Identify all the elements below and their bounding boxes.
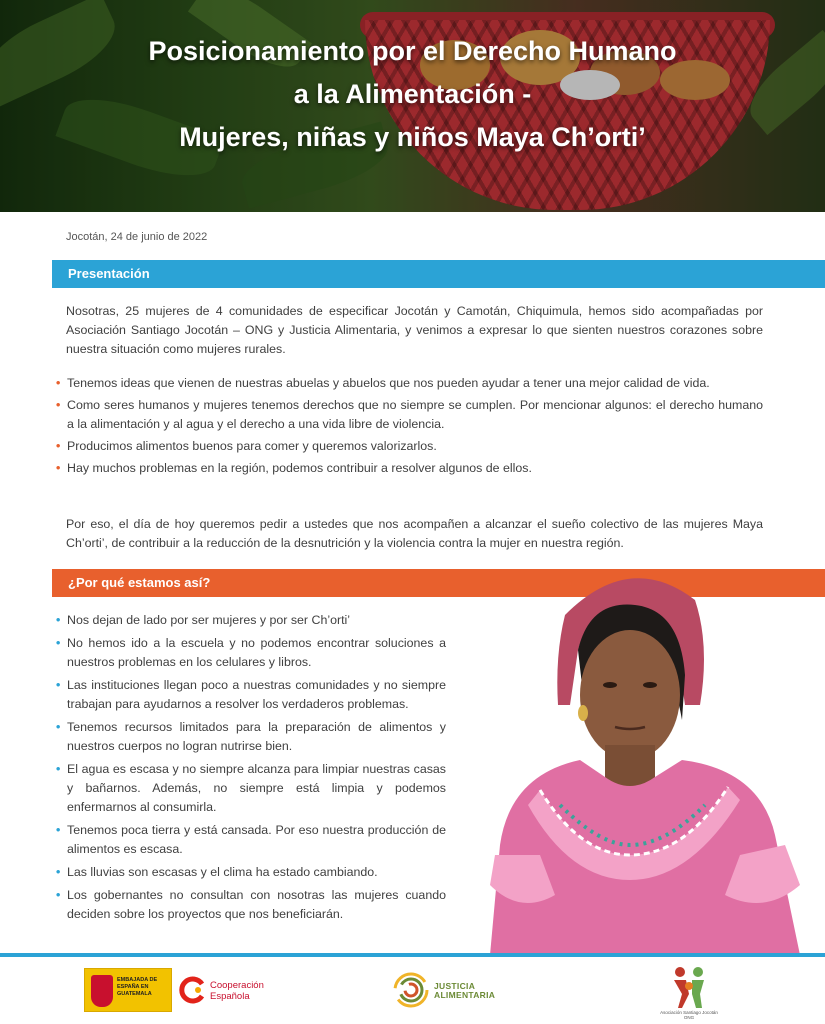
- list-item: • Producimos alimentos buenos para comer y queremos valorizarlos.: [56, 437, 763, 456]
- bullet-icon: •: [56, 376, 61, 390]
- justicia-icon: [392, 971, 430, 1009]
- title-line: Mujeres, niñas y niños Maya Ch’orti’: [179, 122, 646, 152]
- title-line: a la Alimentación -: [293, 79, 532, 109]
- coat-of-arms-icon: [91, 975, 113, 1007]
- list-item: • Tenemos ideas que vienen de nuestras abuelas y abuelos que nos pueden ayudar a tener una mejor calidad de vida.: [56, 374, 763, 393]
- bullet-icon: •: [56, 439, 61, 453]
- hero-banner: [0, 0, 825, 212]
- bullet-icon: •: [56, 888, 61, 902]
- face: [580, 630, 680, 760]
- bullet-icon: •: [56, 398, 61, 412]
- cooperacion-icon: [178, 976, 206, 1004]
- earring: [578, 705, 588, 721]
- why-list: [56, 611, 446, 928]
- bullet-icon: •: [56, 865, 61, 879]
- presentation-list: [56, 374, 763, 481]
- bullet-icon: •: [56, 720, 61, 734]
- list-item: • Como seres humanos y mujeres tenemos derechos que no siempre se cumplen. Por mencionar algunos: el derecho humano a la alimentación y al agua y el derecho a una vida libre de violencia.: [56, 398, 763, 431]
- cooperacion-espanola-logo: Cooperación Española: [178, 968, 272, 1012]
- list-item: • Las lluvias son escasas y el clima ha estado cambiando.: [56, 863, 446, 882]
- list-item: • Los gobernantes no consultan con nosotras las mujeres cuando deciden sobre los proyectos que nos beneficiarán.: [56, 888, 446, 921]
- list-item: • Tenemos poca tierra y está cansada. Por eso nuestra producción de alimentos es escasa.: [56, 823, 446, 856]
- bullet-icon: •: [56, 823, 61, 837]
- eye: [603, 682, 617, 688]
- closing-paragraph: Por eso, el día de hoy queremos pedir a ustedes que nos acompañen a alcanzar el sueño colectivo de las mujeres Maya Ch’orti’, de contribuir a la reducción de la desnutrición y la violencia contra la mujer en nuestra región.: [66, 517, 763, 550]
- list-item: • El agua es escasa y no siempre alcanza para limpiar nuestras casas y bañarnos. Además, no siempre está limpia y podemos enfermarnos al consumirla.: [56, 762, 446, 814]
- eye: [643, 682, 657, 688]
- list-item: • Hay muchos problemas en la región, podemos contribuir a resolver algunos de ellos.: [56, 459, 763, 478]
- bullet-icon: •: [56, 636, 61, 650]
- asociacion-santiago-logo: Asociación Santiago Jocotán ONG: [664, 964, 714, 1020]
- embajada-espana-logo: EMBAJADA DE ESPAÑA EN GUATEMALA: [84, 968, 172, 1012]
- section-heading-por-que: ¿Por qué estamos así?: [52, 569, 825, 597]
- bullet-icon: •: [56, 613, 61, 627]
- page-title: [40, 30, 785, 159]
- section-heading-presentacion: Presentación: [52, 260, 825, 288]
- title-line: Posicionamiento por el Derecho Humano: [148, 36, 677, 66]
- list-item: • Nos dejan de lado por ser mujeres y por ser Ch’orti’: [56, 611, 446, 630]
- bullet-icon: •: [56, 678, 61, 692]
- intro-paragraph: Nosotras, 25 mujeres de 4 comunidades de especificar Jocotán y Camotán, Chiquimula, hemos sido acompañadas por Asociación Santiago Jocotán – ONG y Justicia Alimentaria, y venimos a expresar lo que sienten nuestros corazones sobre nuestra situación como mujeres rurales.: [66, 304, 763, 356]
- bullet-icon: •: [56, 762, 61, 776]
- list-item: • Tenemos recursos limitados para la preparación de alimentos y nuestros cuerpos no logran nutrirse bien.: [56, 720, 446, 753]
- footer-divider: [0, 953, 825, 957]
- bullet-icon: •: [56, 461, 61, 475]
- document-date: Jocotán, 24 de junio de 2022: [66, 231, 208, 243]
- justicia-alimentaria-logo: JUSTICIA ALIMENTARIA: [392, 968, 512, 1012]
- list-item: • No hemos ido a la escuela y no podemos encontrar soluciones a nuestros problemas en los celulares y libros.: [56, 636, 446, 669]
- portrait-image: [470, 555, 810, 955]
- list-item: • Las instituciones llegan poco a nuestras comunidades y no siempre trabajan para ayudarnos a resolver los verdaderos problemas.: [56, 678, 446, 711]
- santiago-icon: [664, 964, 714, 1010]
- sponsor-logos: [0, 960, 825, 1024]
